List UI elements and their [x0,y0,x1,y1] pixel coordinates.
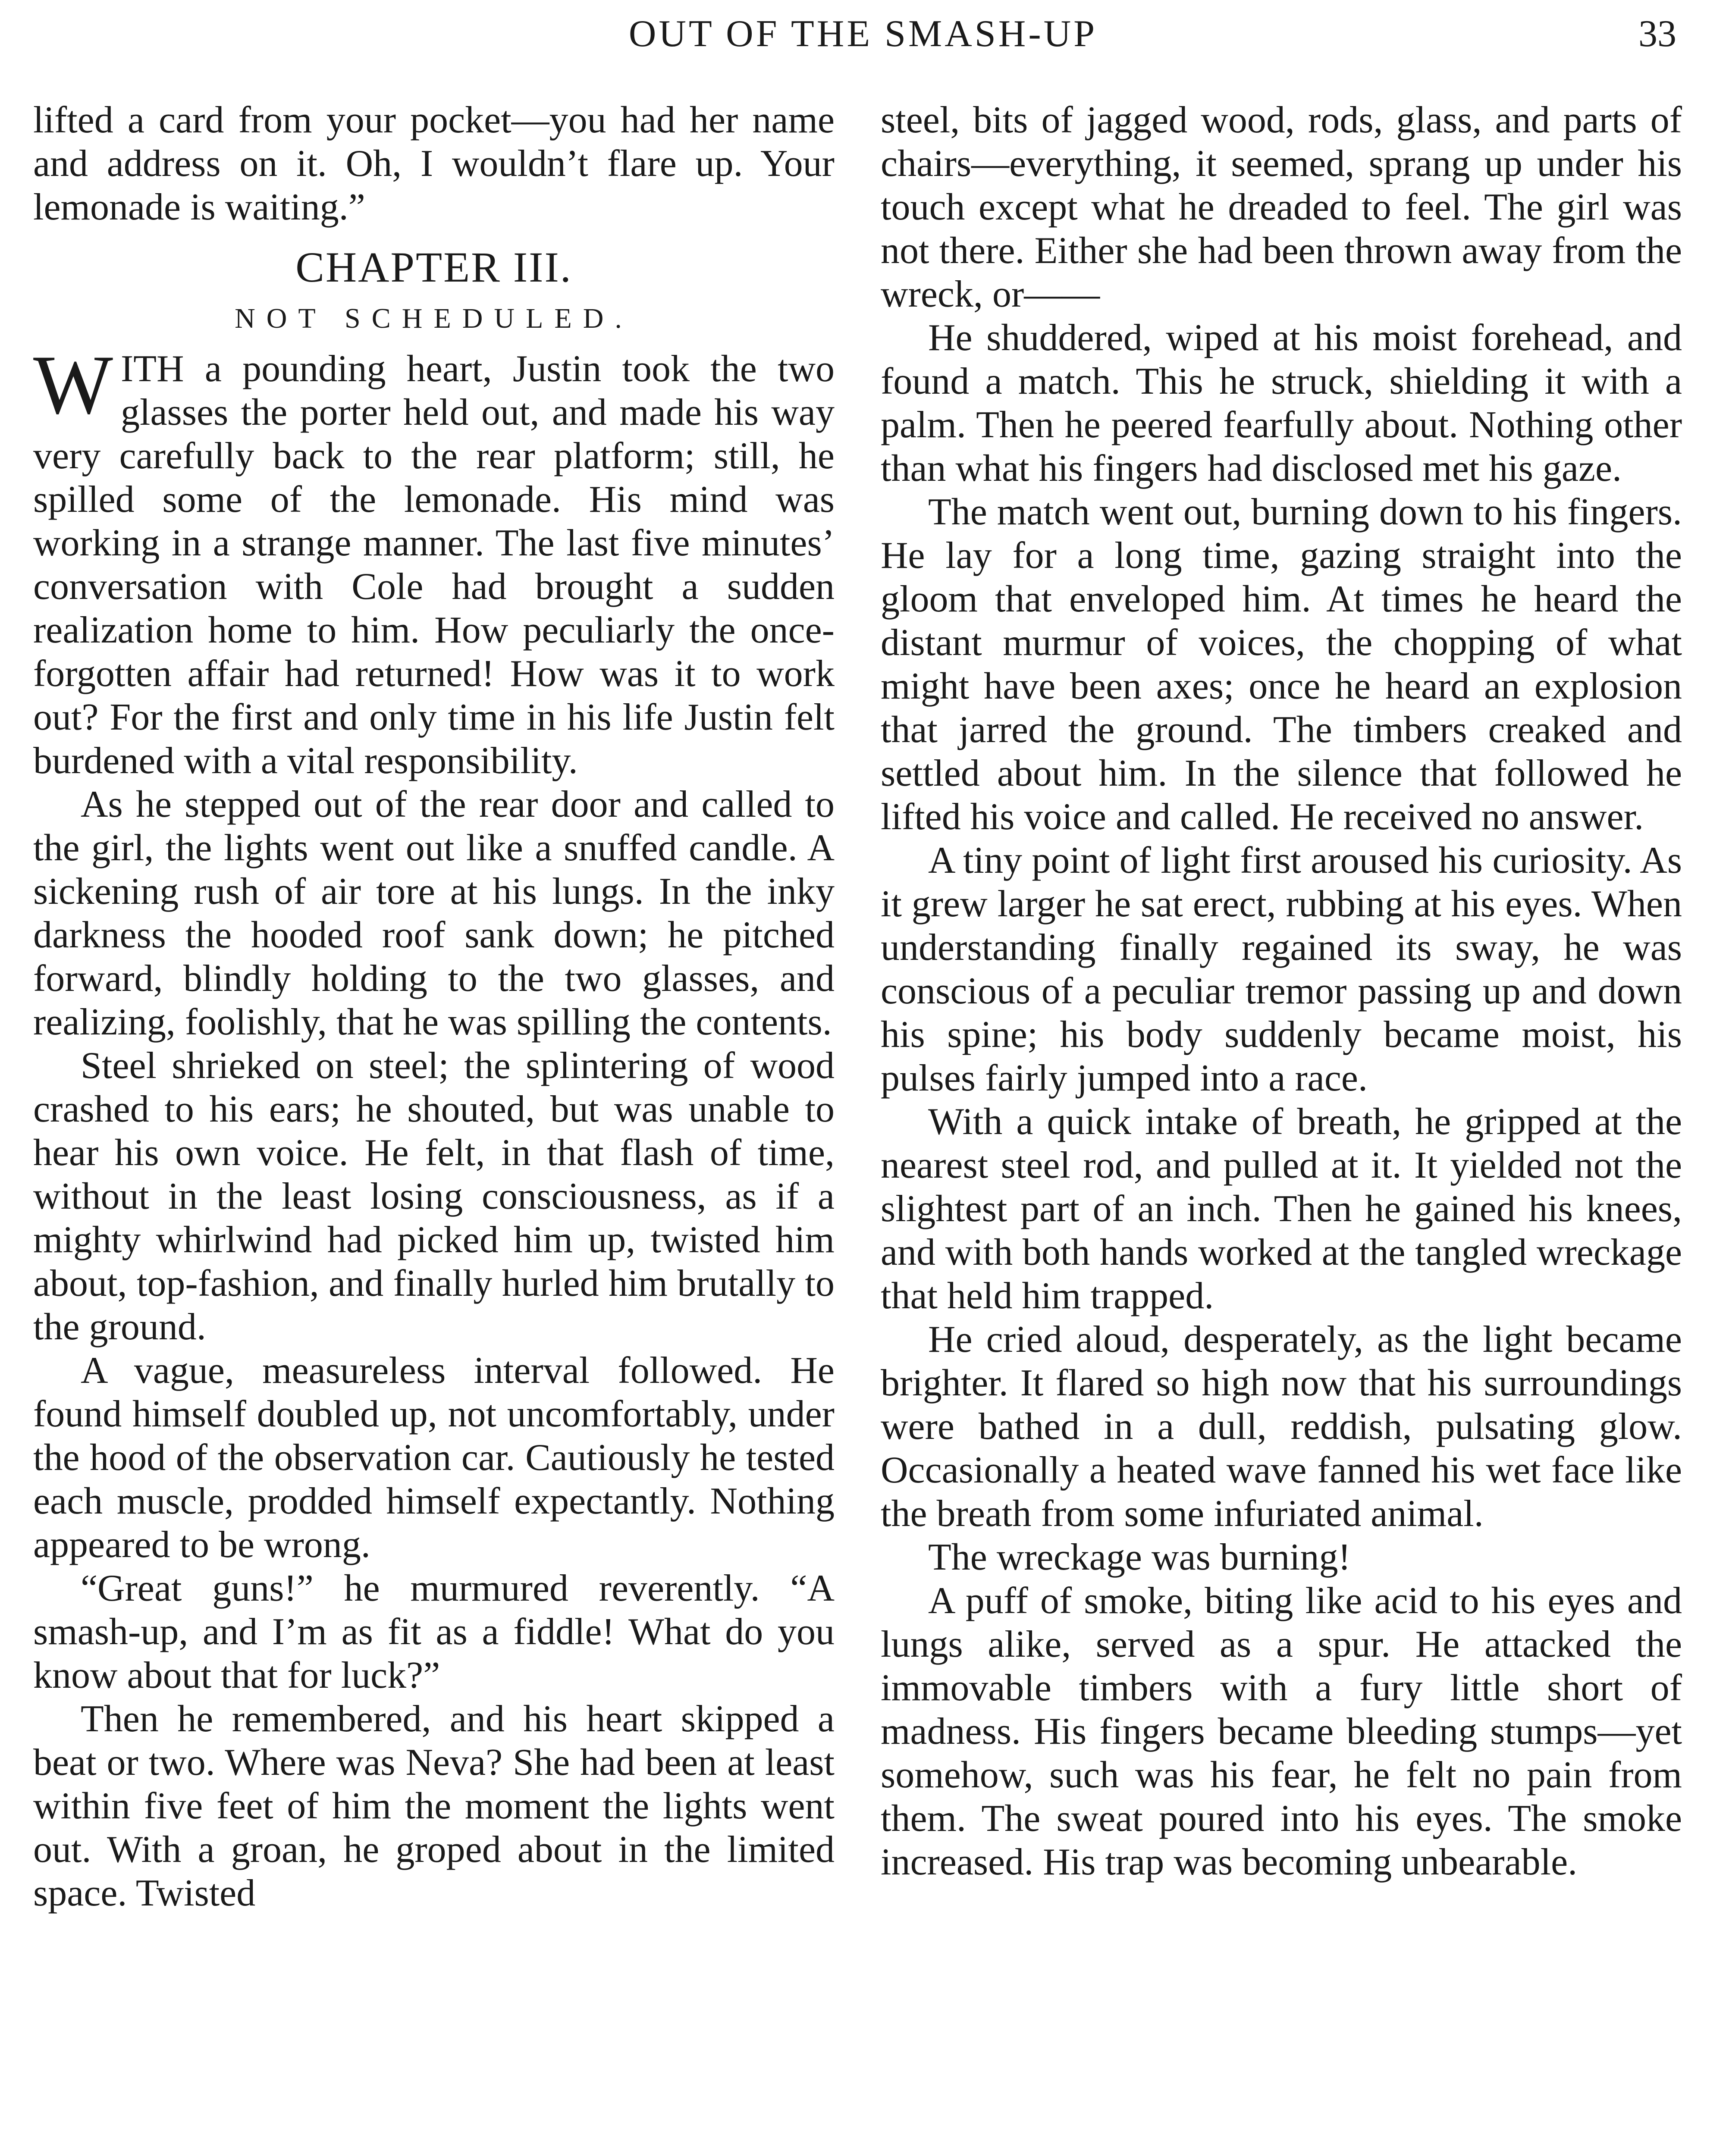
paragraph: As he stepped out of the rear door and called to the girl, the lights went out like a snuffed candle. A sickening rush of air tore at his lungs. In the inky darkness the hooded roof sank down; he pitched forward, blindly holding to the two glasses, and realizing, foolishly, that he was spilling the contents. [33,783,835,1043]
running-head [0,10,1726,58]
right-column [881,98,1682,1884]
paragraph: “Great guns!” he murmured reverently. “A smash-up, and I’m as fit as a fiddle! What do you know about that for luck?” [33,1567,835,1696]
paragraph: Steel shrieked on steel; the splintering of wood crashed to his ears; he shouted, but was unable to hear his own voice. He felt, in that flash of time, without in the least losing consciousness, as if a mighty whirlwind had picked him up, twisted him about, top-fashion, and finally hurled him brutally to the ground. [33,1045,835,1348]
drop-cap: W [33,338,113,432]
continued-paragraph: steel, bits of jagged wood, rods, glass, and parts of chairs—everything, it seemed, sprang up under his touch except what he dreaded to feel. The girl was not there. Either she had been thrown away from the wreck, or—— [881,99,1682,315]
left-column [33,98,835,1915]
paragraph: With a quick intake of breath, he gripped at the nearest steel rod, and pulled at it. It yielded not the slightest part of an inch. Then he gained his knees, and with both hands worked at the tangled wreckage that held him trapped. [881,1101,1682,1317]
paragraph: Then he remembered, and his heart skipped a beat or two. Where was Neva? She had been at least within five feet of him the moment the lights went out. With a groan, he groped about in the limited space. Twisted [33,1698,835,1914]
paragraph: The wreckage was burning! [928,1536,1351,1578]
paragraph: He shuddered, wiped at his moist forehead, and found a match. This he struck, shielding it with a palm. Then he peered fearfully about. Nothing other than what his fingers had disclosed met his gaze. [881,317,1682,489]
page-number: 33 [1638,13,1676,55]
opening-paragraph: lifted a card from your pocket—you had her name and address on it. Oh, I wouldn’t flare up. Your lemonade is waiting.” [33,99,835,228]
first-paragraph [33,338,835,783]
paragraph: The match went out, burning down to his fingers. He lay for a long time, gazing straight into the gloom that enveloped him. At times he heard the distant murmur of voices, the chopping of what might have been axes; once he heard an explosion that jarred the ground. The timbers creaked and settled about him. In the silence that followed he lifted his voice and called. He received no answer. [881,491,1682,838]
paragraph: He cried aloud, desperately, as the light became brighter. It flared so high now that his surroundings were bathed in a dull, reddish, pulsating glow. Occasionally a heated wave fanned his wet face like the breath from some infuriated animal. [881,1319,1682,1535]
paragraph: A puff of smoke, biting like acid to his eyes and lungs alike, served as a spur. He attacked the immovable timbers with a fury little short of madness. His fingers became bleeding stumps—yet somehow, such was his fear, he felt no pain from them. The sweat poured into his eyes. The smoke increased. His trap was becoming unbearable. [881,1580,1682,1883]
paragraph: A vague, measureless interval followed. He found himself doubled up, not uncomfortably, under the hood of the observation car. Cautiously he tested each muscle, prodded himself expectantly. Nothing appeared to be wrong. [33,1350,835,1566]
chapter-heading: CHAPTER III. [295,243,572,291]
paragraph: A tiny point of light first aroused his curiosity. As it grew larger he sat erect, rubbing at his eyes. When understanding finally regained its sway, he was conscious of a peculiar tremor passing up and down his spine; his body suddenly became moist, his pulses fairly jumped into a race. [881,840,1682,1099]
first-paragraph-text: ITH a pounding heart, Justin took the two glasses the porter held out, and made his way very carefully back to the rear platform; still, he spilled some of the lemonade. His mind was working in a strange manner. The last five minutes’ conversation with Cole had brought a sudden realization home to him. How peculiarly the once-forgotten affair had returned! How was it to work out? For the first and only time in his life Justin felt burdened with a vital responsibility. [33,348,835,782]
running-title: OUT OF THE SMASH-UP [628,13,1098,55]
chapter-subtitle: NOT SCHEDULED. [235,303,633,334]
